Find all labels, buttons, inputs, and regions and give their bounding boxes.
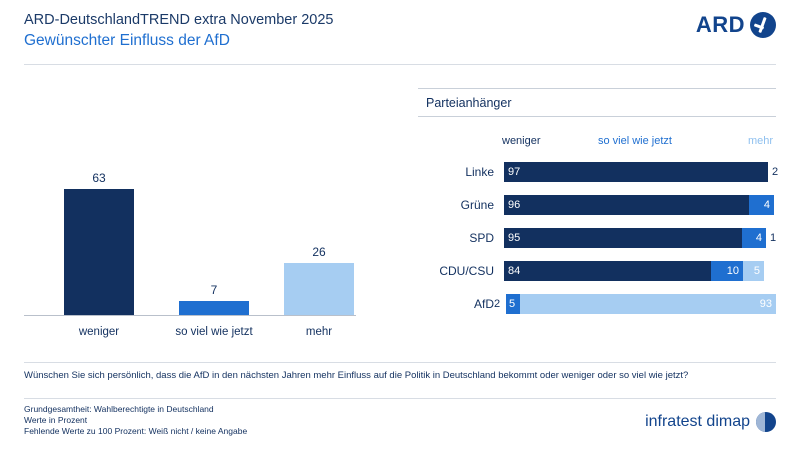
bar-label-soviel: so viel wie jetzt (175, 326, 253, 338)
footnote-missing: Fehlende Werte zu 100 Prozent: Weiß nicht / keine Angabe (24, 426, 248, 436)
ard-logo (696, 12, 776, 38)
row-track-afd (494, 294, 776, 314)
row-track-spd (504, 228, 776, 248)
table-row (418, 225, 776, 258)
segment-mehr-value: 2 (772, 166, 779, 178)
bar-group-weniger (64, 171, 134, 315)
row-label-linke: Linke (465, 165, 494, 179)
chart-baseline (24, 315, 356, 316)
bar-label-weniger: weniger (78, 326, 120, 338)
segment-soviel: 4 (742, 228, 766, 248)
header-divider (24, 64, 776, 65)
party-supporters-panel (418, 88, 779, 324)
infratest-dimap-logo (645, 412, 776, 432)
survey-question: Wünschen Sie sich persönlich, dass die AfD in den nächsten Jahren mehr Einfluss auf die Politik in Deutschland bekommt oder weniger oder so viel wie jetzt? (24, 370, 689, 381)
bar-label-mehr: mehr (305, 326, 333, 338)
ard-wordmark: ARD (695, 12, 745, 37)
segment-mehr: 5 (743, 261, 764, 281)
left-bar-chart (24, 150, 374, 340)
footnote-population: Grundgesamtheit: Wahlberechtigte in Deutschland (24, 404, 214, 414)
bar-group-mehr (284, 245, 354, 315)
footnotes (24, 404, 247, 437)
legend-item-mehr: mehr (748, 135, 774, 147)
page-title: Gewünschter Einfluss der AfD (24, 32, 230, 49)
bar-weniger (64, 189, 134, 315)
segment-soviel: 4 (749, 195, 774, 215)
party-rows (418, 159, 779, 324)
row-label-spd: SPD (469, 231, 494, 245)
page-subtitle: ARD-DeutschlandTREND extra November 2025 (24, 12, 334, 28)
bar-value-weniger: 63 (92, 171, 106, 185)
question-divider-top (24, 362, 776, 363)
segment-weniger: 96 (504, 195, 749, 215)
panel-bottom-divider (418, 116, 776, 117)
row-label-afd: AfD (473, 297, 494, 311)
row-track-linke (504, 162, 779, 182)
panel-title: Parteianhänger (426, 96, 512, 110)
legend-item-weniger: weniger (502, 135, 541, 147)
table-row (418, 258, 776, 291)
header (24, 10, 584, 51)
row-label-cducsu: CDU/CSU (439, 264, 494, 278)
bar-value-soviel: 7 (210, 283, 218, 297)
infratest-dimap-circle-icon (756, 412, 776, 432)
legend-item-soviel: so viel wie jetzt (598, 135, 672, 147)
ard-eins-icon (750, 12, 776, 38)
footer-divider (24, 398, 776, 399)
segment-weniger: 84 (504, 261, 711, 281)
bar-group-soviel (179, 283, 249, 315)
segment-weniger-value: 2 (494, 298, 501, 310)
row-track-gruene (504, 195, 776, 215)
table-row (418, 159, 779, 192)
bar-soviel (179, 301, 249, 315)
table-row (418, 192, 776, 225)
table-row (418, 291, 776, 324)
segment-soviel: 10 (711, 261, 743, 281)
segment-soviel: 5 (506, 294, 520, 314)
segment-mehr-value: 1 (770, 232, 777, 244)
row-label-gruene: Grüne (460, 198, 494, 212)
legend (418, 131, 776, 157)
row-track-cducsu (504, 261, 776, 281)
bar-value-mehr: 26 (312, 245, 326, 259)
brand-wordmark: infratest dimap (645, 413, 750, 430)
segment-weniger: 97 (504, 162, 768, 182)
segment-mehr: 93 (520, 294, 776, 314)
footnote-units: Werte in Prozent (24, 415, 88, 425)
bar-mehr (284, 263, 354, 315)
segment-weniger: 95 (504, 228, 742, 248)
